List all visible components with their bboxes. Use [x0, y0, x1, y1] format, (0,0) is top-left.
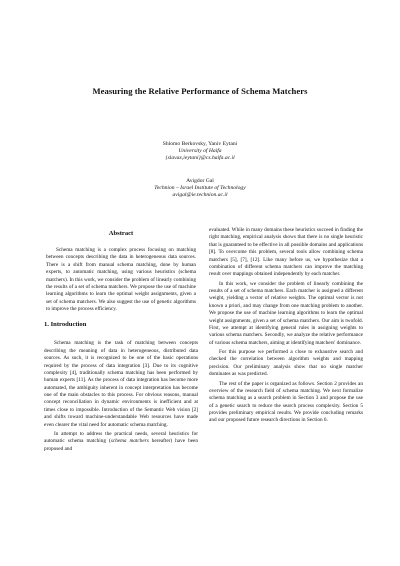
author-affiliation: Technion – Israel Institute of Technology [154, 185, 246, 192]
author-affiliation: University of Haifa [178, 148, 222, 155]
paragraph-text: hereafter) have been proposed and [44, 438, 198, 452]
body-paragraph: In this work, we consider the problem of linearly combining the results of a set of schema matchers. Each matcher is assigned a different weight, yielding a vector of relative weights. The optimal vector is not known a priori, and may change from one matching problem to another. We propose the use of machine learning algorithms to learn the optimal weight assignments, given a set of schema matchers. Our aim is twofold. First, we attempt at identifying general rules in assigning weights to various schema matchers. Secondly, we analyze the relative performance of various schema matchers, aiming at identifying matchers' dominance. [209, 280, 363, 346]
author-email: {slavax,ieytani}@cs.haifa.ac.il [165, 155, 235, 162]
body-paragraph: The rest of the paper is organized as follows. Section 2 provides an overview of the research field of schema matching. We next formalize schema matching as a search problem in Section 3 and propose the use of a genetic search to reduce the search process complexity. Section 5 provides preliminary empirical results. We provide concluding remarks and our proposed future research directions in Section 6. [209, 380, 363, 424]
author-names: Shlomo Berkovsky, Yaniv Eytani [162, 141, 238, 147]
body-paragraph: evaluated. While in many domains these heuristics succeed in finding the right matching, empirical analysis shows that there is no single heuristic that is guaranteed to be effective in all possible domains and applications [8]. To overcome this problem, several tools allow combining schema matchers [5], [7], [12]. Like many before us, we hypothesize that a combination of different schema matchers can improve the matching result over mappings obtained independently by each matcher. [209, 227, 364, 278]
section-heading: 1. Introduction [44, 321, 87, 329]
abstract-heading: Abstract [108, 230, 134, 237]
author-block-1 [40, 141, 360, 163]
author-block-2 [40, 178, 360, 200]
paragraph-text: In attempt to address the practical needs, several heuristics for automatic schema matching ( [44, 430, 198, 445]
right-column [209, 227, 363, 425]
emphasized-text: schema matchers [110, 438, 149, 445]
abstract-text: Schema matching is a complex process focusing on matching between concepts describing the data in heterogeneous data sources. There is a shift from manual schema matching, done by human experts, to automatic matching, using various heuristics (schema matchers). In this work, we consider the problem of linearly combining the results of a set of schema matchers. We propose the use of machine learning algorithms to learn the optimal weight assignments, given a set of schema matchers. We also suggest the use of genetic algorithms to improve the process efficiency. [46, 247, 196, 312]
body-paragraph: For this purpose we performed a close to exhaustive search and checked the correlation between algorithm weights and mapping precision. Our preliminary analysis show that no single matcher dominates as was predicted. [209, 349, 363, 378]
intro-paragraph: Schema matching is the task of matching between concepts describing the meaning of data in heterogeneous, distributed data sources. As such, it is recognized to be one of the basic operations required by the process of data integration [3]. Due to its cognitive complexity [4], traditionally schema matching has been performed by human experts [11]. As the process of data integration has become more automated, the ambiguity inherent in concept interpretation has become one of the main obstacles to this process. For obvious reasons, manual concept reconciliation in dynamic environments is inefficient and at times close to impossible. Introduction of the Semantic Web vision [2] and shifts toward machine-understandable Web resources have made even clearer the vital need for automatic schema matching. [44, 340, 198, 428]
abstract [44, 247, 198, 313]
author-email: avigal@ie.technion.ac.il [172, 192, 228, 199]
author-names: Avigdor Gal [186, 178, 214, 184]
intro-paragraph [44, 431, 198, 453]
paper-title: Measuring the Relative Performance of Schema Matchers [92, 86, 308, 96]
left-column [44, 227, 198, 453]
